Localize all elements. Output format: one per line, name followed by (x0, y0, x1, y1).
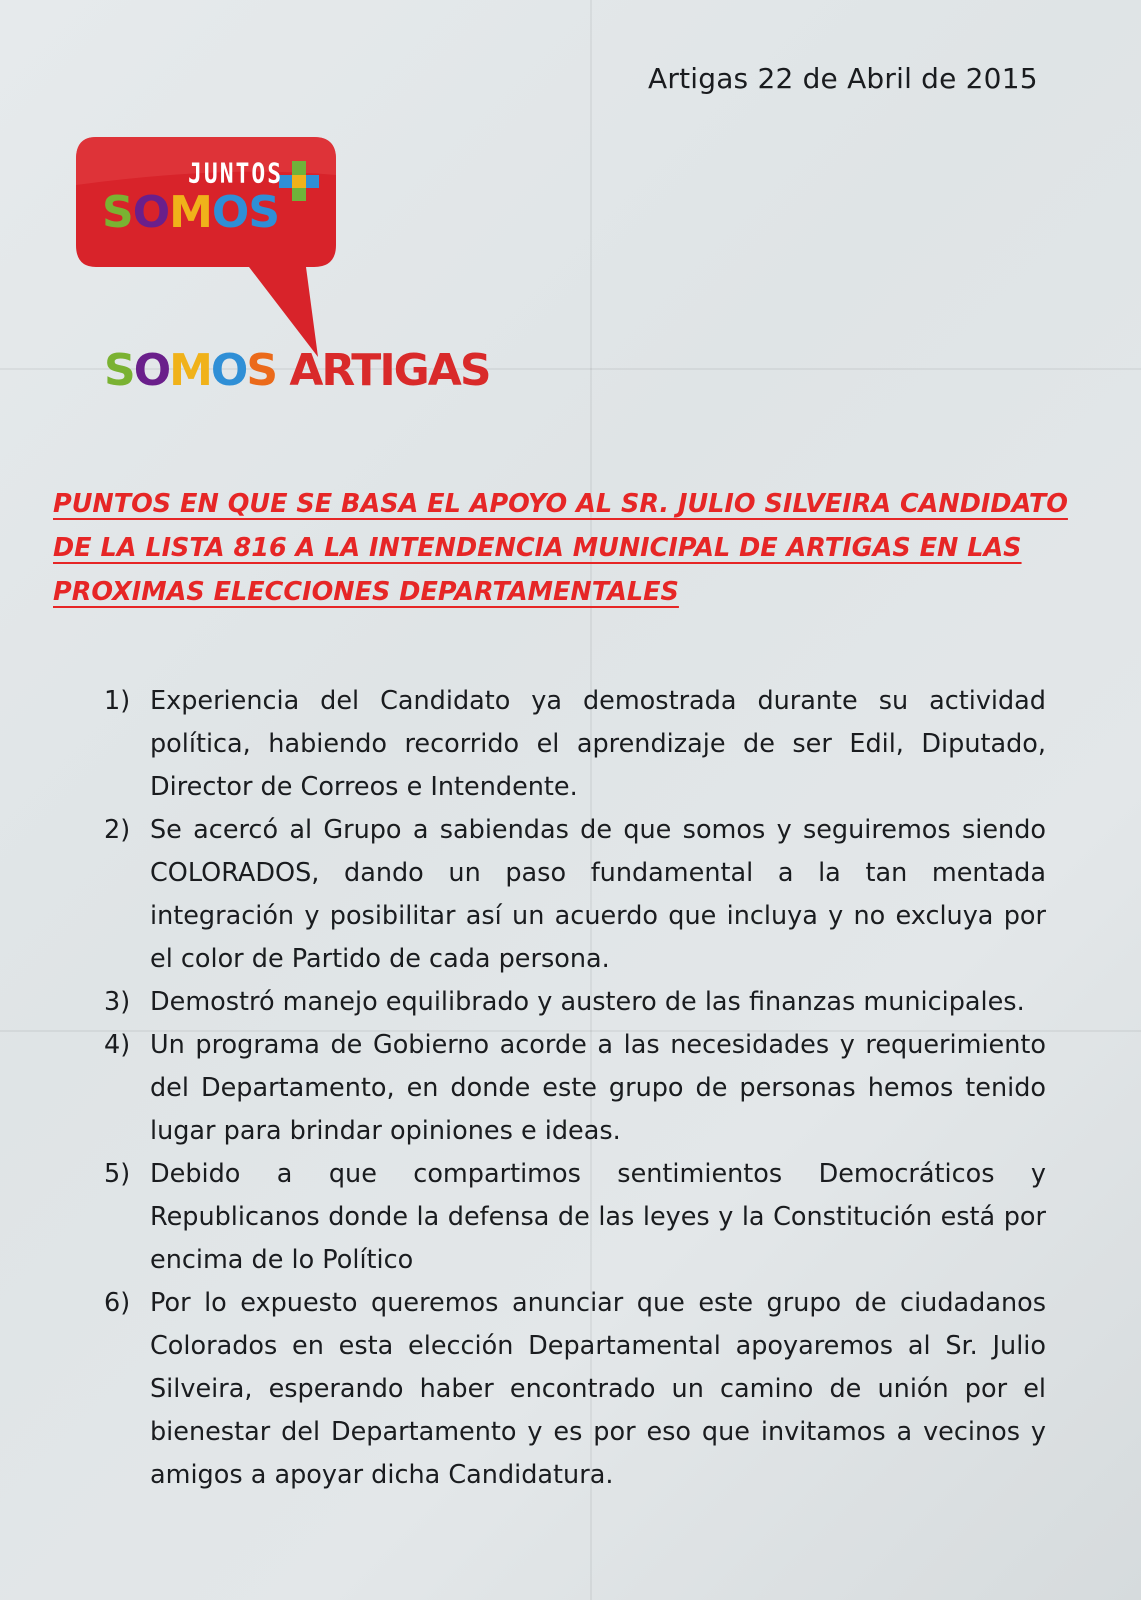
document-heading (53, 482, 1068, 614)
list-item (104, 809, 1046, 981)
heading-line: PUNTOS EN QUE SE BASA EL APOYO AL SR. JULIO SILVEIRA CANDIDATO (53, 489, 1068, 519)
item-number: 6) (104, 1288, 131, 1318)
list-item (104, 1282, 1046, 1497)
item-number: 3) (104, 987, 131, 1017)
logo-somos-text: SOMOS (102, 187, 280, 238)
item-text: Se acercó al Grupo a sabiendas de que somos y seguiremos siendo COLORADOS, dando un paso fundamental a la tan mentada integración y posibilitar así un acuerdo que incluya y no excluya por el color de Partido de cada persona. (150, 815, 1046, 974)
item-text: Experiencia del Candidato ya demostrada durante su actividad política, habiendo recorrido el aprendizaje de ser Edil, Diputado, Director de Correos e Intendente. (150, 686, 1046, 802)
item-number: 2) (104, 815, 131, 845)
item-number: 4) (104, 1030, 131, 1060)
logo-brand-text: SOMOS ARTIGAS (104, 345, 490, 396)
item-text: Por lo expuesto queremos anunciar que este grupo de ciudadanos Colorados en esta elección Departamental apoyaremos al Sr. Julio Silveira, esperando haber encontrado un camino de unión por el bienestar del Departamento y es por eso que invitamos a vecinos y amigos a apoyar dicha Candidatura. (150, 1288, 1046, 1490)
document-date: Artigas 22 de Abril de 2015 (648, 62, 1038, 95)
list-item (104, 1024, 1046, 1153)
list-item (104, 680, 1046, 809)
item-text: Demostró manejo equilibrado y austero de las finanzas municipales. (150, 987, 1025, 1017)
logo-juntos-text: JUNTOS (188, 158, 284, 190)
numbered-list (104, 680, 1046, 1497)
list-item (104, 1153, 1046, 1282)
item-text: Debido a que compartimos sentimientos Democráticos y Republicanos donde la defensa de las leyes y la Constitución está por encima de lo Político (150, 1159, 1046, 1275)
item-number: 5) (104, 1159, 131, 1189)
heading-line: PROXIMAS ELECCIONES DEPARTAMENTALES (53, 577, 679, 607)
heading-line: DE LA LISTA 816 A LA INTENDENCIA MUNICIPAL DE ARTIGAS EN LAS (53, 533, 1022, 563)
item-text: Un programa de Gobierno acorde a las necesidades y requerimiento del Departamento, en donde este grupo de personas hemos tenido lugar para brindar opiniones e ideas. (150, 1030, 1046, 1146)
item-number: 1) (104, 686, 131, 716)
list-item (104, 981, 1046, 1024)
somos-artigas-logo (74, 135, 494, 425)
